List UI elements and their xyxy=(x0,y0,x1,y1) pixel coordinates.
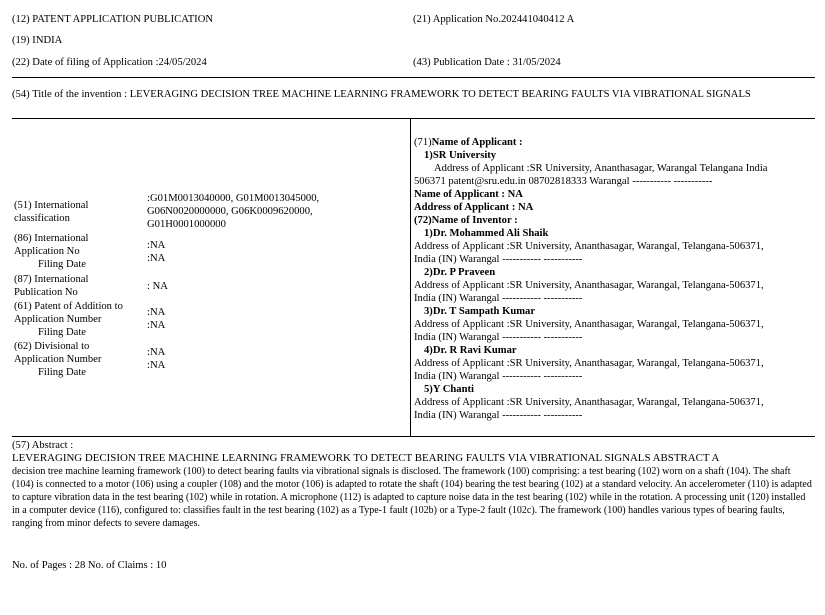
field-label-line: (61) Patent of Addition to xyxy=(14,301,123,312)
field-87-value: : NA xyxy=(147,281,168,292)
inventor-address-line: Address of Applicant :SR University, Ananthasagar, Warangal, Telangana-506371, xyxy=(414,241,764,252)
inventor-address-line: India (IN) Warangal ----------- ----------- xyxy=(414,332,583,343)
abstract-body: decision tree machine learning framework (100) to detect bearing faults via vibrational signals is disclosed. The framework (100) comprising: a test bearing (102) worn on a shaft (104). The shaft (104) is connected to a motor (106) using a coupler (108) and the motor (106) is adapted to rotate the shaft (104) bearing the test bearing (102) at a standard velocity. An accelerometer (110) is adapted to capture vibration data in the test bearing (102) while in rotation. A microphone (112) is adapted to capture noise data in the test bearing (102) while in the rotation. A processing unit (120) installed in a computer device (116), configured to: classifies fault in the test bearing (102) as a Type-1 fault (102b) or a Type-2 fault (102c). The framework (100) handles various types of bearing faults, ranging from minor defects to severe damages. xyxy=(12,466,812,529)
inventor-address-line: Address of Applicant :SR University, Ananthasagar, Warangal, Telangana-506371, xyxy=(414,319,764,330)
intl-class-value xyxy=(147,192,319,231)
abstract-divider xyxy=(12,436,815,437)
field-label-line: Filing Date xyxy=(38,367,86,378)
column-divider xyxy=(410,118,411,436)
inventor-name: 3)Dr. T Sampath Kumar xyxy=(424,306,536,317)
field-label-line: (62) Divisional to xyxy=(14,341,90,352)
intl-class-value-line: G06N0020000000, G06K0009620000, xyxy=(147,206,313,217)
intl-class-label-line: (51) International xyxy=(14,200,89,211)
field-61-label xyxy=(14,300,123,339)
applicant-heading-prefix: (71) xyxy=(414,137,432,148)
inventor-address-line: India (IN) Warangal ----------- ----------- xyxy=(414,410,583,421)
field-61-value xyxy=(147,306,165,332)
field-86-value xyxy=(147,239,165,265)
applicant-name: 1)SR University xyxy=(424,150,497,161)
field-label-line: Publication No xyxy=(14,287,78,298)
field-value-line: :NA xyxy=(147,253,166,264)
address-of-applicant-na: Address of Applicant : NA xyxy=(414,202,534,213)
inventor-address-line: India (IN) Warangal ----------- ----------- xyxy=(414,293,583,304)
applicant-address-line: Address of Applicant :SR University, Ananthasagar, Warangal Telangana India xyxy=(434,163,768,174)
field-label-line: Application Number xyxy=(14,354,102,365)
field-value-line: :NA xyxy=(147,360,166,371)
field-86-label xyxy=(14,232,88,271)
inventor-name: 5)Y Chanti xyxy=(424,384,474,395)
applicant-address-line: 506371 patent@sru.edu.in 08702818333 Warangal ----------- ----------- xyxy=(414,176,713,187)
inventor-address-line: India (IN) Warangal ----------- ----------- xyxy=(414,254,583,265)
filing-date: (22) Date of filing of Application :24/05/2024 xyxy=(12,57,207,68)
inventor-address-line: Address of Applicant :SR University, Ananthasagar, Warangal, Telangana-506371, xyxy=(414,397,764,408)
intl-class-value-line: G01H0001000000 xyxy=(147,219,226,230)
field-label-line: Application Number xyxy=(14,314,102,325)
inventor-name: 2)Dr. P Praveen xyxy=(424,267,496,278)
field-value-line: :NA xyxy=(147,320,166,331)
inventor-name: 4)Dr. R Ravi Kumar xyxy=(424,345,517,356)
field-label-line: Filing Date xyxy=(38,259,86,270)
applicant-heading-text: Name of Applicant : xyxy=(431,137,523,148)
application-number: (21) Application No.202441040412 A xyxy=(413,14,575,25)
applicant-inventor-column xyxy=(414,136,816,422)
field-label-line: (87) International xyxy=(14,274,89,285)
field-label-line: Filing Date xyxy=(38,327,86,338)
header-divider xyxy=(12,77,815,78)
abstract-label: (57) Abstract : xyxy=(12,440,74,451)
field-87-label xyxy=(14,273,88,299)
inventor-address-line: India (IN) Warangal ----------- ----------- xyxy=(414,371,583,382)
field-value-line: :NA xyxy=(147,240,166,251)
field-62-label xyxy=(14,340,101,379)
pages-claims-count: No. of Pages : 28 No. of Claims : 10 xyxy=(12,560,167,571)
inventor-address-line: Address of Applicant :SR University, Ananthasagar, Warangal, Telangana-506371, xyxy=(414,358,764,369)
field-label-line: Application No xyxy=(14,246,80,257)
publication-date: (43) Publication Date : 31/05/2024 xyxy=(413,57,561,68)
inventor-name: 1)Dr. Mohammed Ali Shaik xyxy=(424,228,549,239)
abstract-title-line: LEVERAGING DECISION TREE MACHINE LEARNING FRAMEWORK TO DETECT BEARING FAULTS VIA VIBRATIONAL SIGNALS ABSTRACT A xyxy=(12,452,720,464)
field-value-line: :NA xyxy=(147,347,166,358)
title-divider xyxy=(12,118,815,119)
invention-title: (54) Title of the invention : LEVERAGING DECISION TREE MACHINE LEARNING FRAMEWORK TO DETECT BEARING FAULTS VIA VIBRATIONAL SIGNALS xyxy=(12,89,751,100)
intl-class-value-line: :G01M0013040000, G01M0013045000, xyxy=(147,193,320,204)
name-of-applicant-na: Name of Applicant : NA xyxy=(414,189,523,200)
abstract-section xyxy=(12,439,812,530)
intl-class-label xyxy=(14,199,88,225)
field-62-value xyxy=(147,346,165,372)
inventor-heading: (72)Name of Inventor : xyxy=(414,215,518,226)
inventor-address-line: Address of Applicant :SR University, Ananthasagar, Warangal, Telangana-506371, xyxy=(414,280,764,291)
intl-class-label-line: classification xyxy=(14,213,70,224)
applicant-heading xyxy=(414,136,816,149)
field-label-line: (86) International xyxy=(14,233,89,244)
field-value-line: :NA xyxy=(147,307,166,318)
publication-type: (12) PATENT APPLICATION PUBLICATION xyxy=(12,14,213,25)
country: (19) INDIA xyxy=(12,35,63,46)
